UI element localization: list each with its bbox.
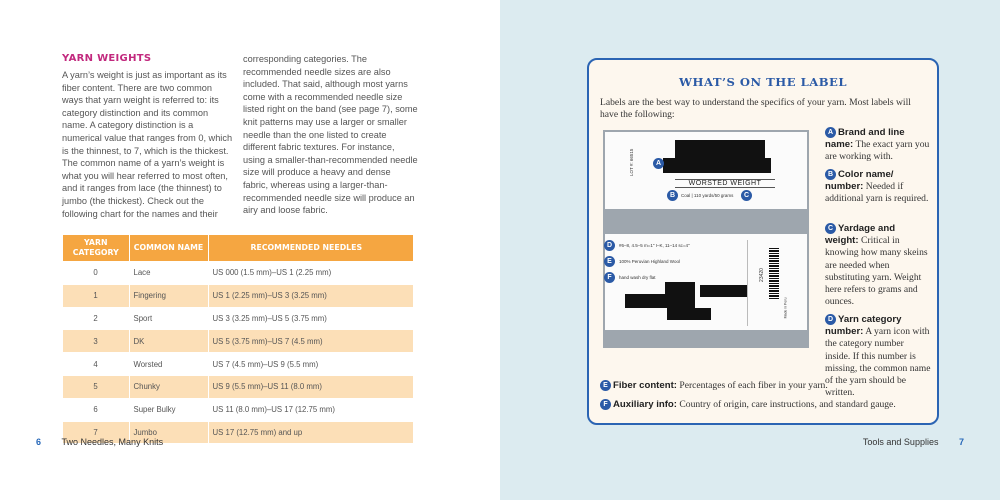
item-f [600,399,935,411]
needles-cell: US 7 (4.5 mm)–US 9 (5.5 mm) [208,353,414,376]
table-row [63,398,414,421]
weight-text: WORSTED WEIGHT [675,179,775,188]
table-row [63,353,414,376]
name-cell: Fingering [129,284,208,307]
needles-cell: US 000 (1.5 mm)–US 1 (2.25 mm) [208,262,414,285]
needles-cell: US 1 (2.25 mm)–US 3 (3.25 mm) [208,284,414,307]
needle-gauge-line: #6–8, 4.5–5 m=1" I–K, 11–14 sc=4" [619,243,690,248]
box-title: WHAT’S ON THE LABEL [678,75,848,89]
item-title: Color name/ number: [825,169,894,193]
badge-d: D [825,314,836,325]
lot-number: LOT #: 66515 [629,148,634,176]
category-cell: 6 [63,398,130,421]
needles-cell: US 3 (3.25 mm)–US 5 (3.75 mm) [208,307,414,330]
needles-cell: US 11 (8.0 mm)–US 17 (12.75 mm) [208,398,414,421]
item-title: Yardage and weight: [825,223,896,247]
category-cell: 0 [63,262,130,285]
name-cell: Super Bulky [129,398,208,421]
item-text: Country of origin, care instructions, and standard gauge. [679,399,896,410]
made-in-text: Made in Peru [783,297,788,319]
name-cell: Jumbo [129,421,208,444]
category-cell: 1 [63,284,130,307]
badge-a: A [825,127,836,138]
left-footer [36,437,163,447]
needles-cell: US 17 (12.75 mm) and up [208,421,414,444]
marker-a: A [653,158,664,169]
category-cell: 4 [63,353,130,376]
table-row [63,284,414,307]
marker-b: B [667,190,678,201]
header-yarn-category: YARN CATEGORY [63,235,130,262]
category-cell: 5 [63,375,130,398]
item-title: Brand and line name: [825,127,905,151]
barcode-number: 23420 [758,268,765,282]
name-cell: DK [129,330,208,353]
item-title: Yarn category number: [825,314,902,338]
item-text: The exact yarn you are working with. [825,139,930,163]
table-row [63,307,414,330]
item-text: Critical in knowing how many skeins are needed when substituting yarn. Weight here refers to grams and ounces. [825,235,928,308]
item-e [600,380,930,392]
category-cell: 2 [63,307,130,330]
section-heading: YARN WEIGHTS [62,53,152,64]
badge-c: C [825,223,836,234]
item-text: A yarn icon with the category number inside. If this number is missing, the common name of the yarn should be written. [825,326,931,399]
item-text: Needed if additional yarn is required. [825,181,929,205]
badge-f: F [600,399,611,410]
badge-e: E [600,380,611,391]
redacted-brand-block [663,158,771,173]
name-cell: Sport [129,307,208,330]
header-recommended-needles: RECOMMENDED NEEDLES [208,235,414,262]
table-row [63,375,414,398]
item-title: Auxiliary info: [613,399,677,410]
name-cell: Chunky [129,375,208,398]
item-text: Percentages of each fiber in your yarn. [679,380,828,391]
header-common-name: COMMON NAME [129,235,208,262]
body-text-column-1: A yarn’s weight is just as important as its fiber content. There are two common ways that yarn weight is referred to: its category distinction and its common name. A category distinction is a numerical value that ranges from 0, which is the thinnest, to 7, which is the thickest. The common name of a yarn’s weight is what you will hear referred to most often, and it ranges from lace (the thinnest) to jumbo (the thickest). Check out the following chart for the names and their [62,70,233,219]
item-c [825,223,931,308]
item-title: Fiber content: [613,380,677,391]
page-number: 7 [958,437,964,447]
redacted-info-block [665,282,695,294]
yarn-weight-table [62,234,414,444]
barcode-icon [769,248,779,300]
marker-d: D [604,240,615,251]
needles-cell: US 5 (3.75 mm)–US 7 (4.5 mm) [208,330,414,353]
redacted-brand-block [675,140,765,158]
needles-cell: US 9 (5.5 mm)–US 11 (8.0 mm) [208,375,414,398]
redacted-info-block [625,294,695,308]
label-info-box [587,58,939,425]
marker-f: F [604,272,615,283]
name-cell: Lace [129,262,208,285]
name-cell: Worsted [129,353,208,376]
right-footer [863,437,964,447]
table-row [63,330,414,353]
item-b [825,169,931,206]
badge-b: B [825,169,836,180]
redacted-info-block [700,285,748,297]
weight-subtext: Coal | 110 yards/50 grams [681,193,734,198]
item-a [825,127,931,164]
table-row [63,262,414,285]
page-number: 6 [36,437,42,447]
yarn-label-top [605,132,807,209]
fiber-line: 100% Peruvian Highland Wool [619,259,680,264]
right-page [500,0,1000,500]
care-line: hand wash dry flat [619,275,656,280]
section-title: Tools and Supplies [862,437,939,447]
table-header-row [63,235,414,262]
intro-text: Labels are the best way to understand the specifics of your yarn. Most labels will have the following: [600,97,911,120]
book-title: Two Needles, Many Knits [61,437,164,447]
body-text-column-2: corresponding categories. The recommended needle sizes are also included. That said, although most yarns come with a recommended needle size listed right on the band (see page 7), some knit patterns may use a larger or smaller needle than the one listed to create different fabric textures. For instance, using a smaller-than-recommended needle size will produce a heavy and dense fabric, whereas using a larger-than-recommended needle size will produce an airy and loose fabric. [243,54,418,216]
category-cell: 7 [63,421,130,444]
category-cell: 3 [63,330,130,353]
marker-c: C [741,190,752,201]
marker-e: E [604,256,615,267]
